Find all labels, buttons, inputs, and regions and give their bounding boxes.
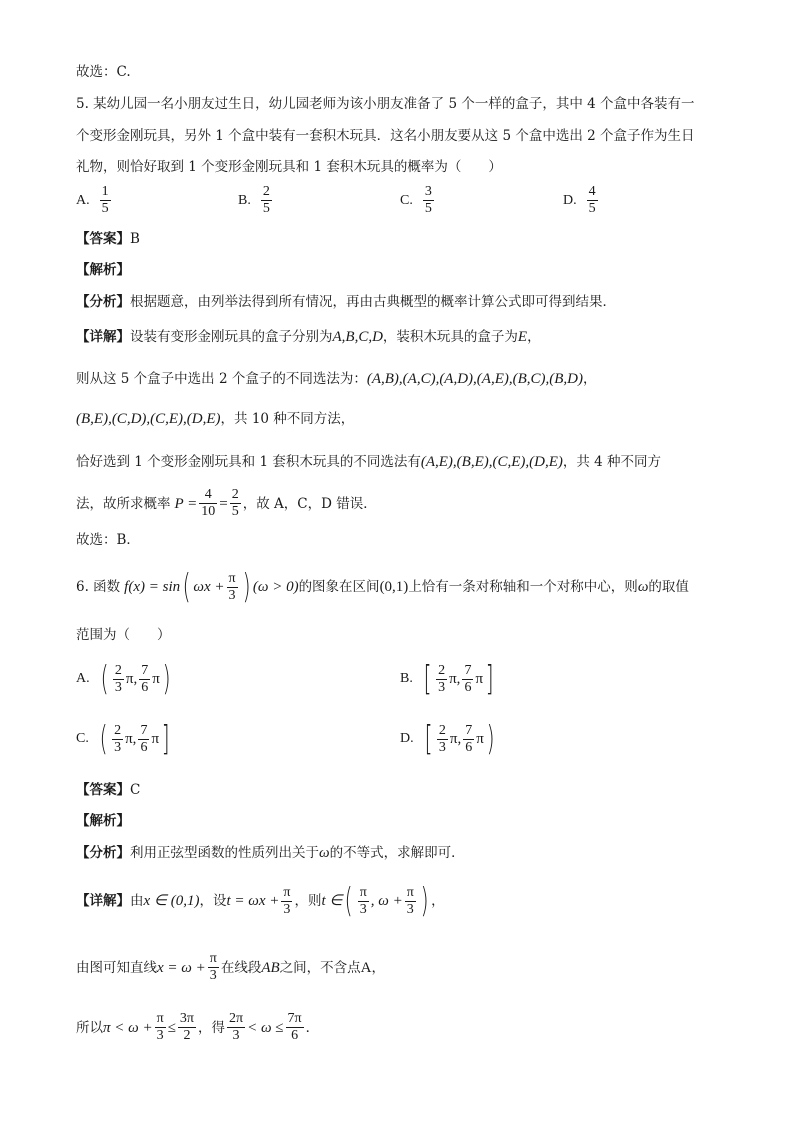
q6-option-a[interactable]: A. ( $\frac{2}{3}$ π, $\frac{7}{6}$ π ) <box>76 659 171 699</box>
option-fraction: $\frac{1}{5}$ <box>101 184 109 216</box>
option-label: B. <box>238 192 251 208</box>
q5-stem-line-1: 5. 某幼儿园一名小朋友过生日，幼儿园老师为该小朋友准备了 5 个一样的盒子，其中 4 个盒中各装有一 <box>76 96 695 112</box>
q5-option-d[interactable] <box>563 184 600 217</box>
q5-detail-line-1: 【详解】设装有变形金刚玩具的盒子分别为A,B,C,D，装积木玩具的盒子为E， <box>76 329 541 345</box>
q6-option-c[interactable]: C. ( $\frac{2}{3}$ π, $\frac{7}{6}$ π ] <box>76 719 170 759</box>
q5-stem-line-3: 礼物，则恰好取到 1 个变形金刚玩具和 1 套积木玩具的概率为（ ） <box>76 159 502 175</box>
q5-detail-line-3: (B,E),(C,D),(C,E),(D,E)，共 10 种不同方法， <box>76 411 355 427</box>
q6-answer: 【答案】C <box>76 782 141 798</box>
option-label: A. <box>76 192 90 208</box>
option-fraction: $\frac{4}{5}$ <box>588 184 596 216</box>
q6-option-b[interactable]: B. [ $\frac{2}{3}$ π, $\frac{7}{6}$ π ] <box>400 659 494 699</box>
q5-option-a[interactable] <box>76 184 113 217</box>
previous-conclusion: 故选：C. <box>76 64 131 80</box>
q6-analysis-heading: 【解析】 <box>76 813 130 829</box>
q6-detail-line-2: 由图可知直线 x = ω + $\frac{\pi}{3}$ 在线段 AB 之间，不含点 A ， <box>76 951 385 983</box>
q5-answer: 【答案】B <box>76 231 140 247</box>
option-fraction: $\frac{3}{5}$ <box>424 184 432 216</box>
q5-conclusion: 故选：B． <box>76 532 140 548</box>
q5-detail-line-2: 则从这 5 个盒子中选出 2 个盒子的不同选法为：(A,B),(A,C),(A,D),(A,E),(B,C),(B,D)， <box>76 371 597 387</box>
q5-option-c[interactable] <box>400 184 436 217</box>
q6-analysis: 【分析】利用正弦型函数的性质列出关于ω的不等式，求解即可． <box>76 845 465 861</box>
option-label: D. <box>563 192 577 208</box>
q6-stem-line-2: 范围为（ ） <box>76 627 171 643</box>
q6-detail-line-3: 所以 π < ω + $\frac{\pi}{3}$ ≤ $\frac{3\pi}{2}$ ，得 $\frac{2\pi}{3}$ < ω ≤ $\frac{7\pi}{6}$ ． <box>76 1011 320 1043</box>
q5-option-b[interactable] <box>238 184 274 217</box>
q5-stem-line-2: 个变形金刚玩具，另外 1 个盒中装有一套积木玩具．这名小朋友要从这 5 个盒中选出 2 个盒子作为生日 <box>76 128 695 144</box>
q5-detail-line-4: 恰好选到 1 个变形金刚玩具和 1 套积木玩具的不同选法有(A,E),(B,E),(C,E),(D,E)，共 4 种不同方 <box>76 454 662 470</box>
option-label: C. <box>400 192 413 208</box>
q6-detail-line-1: 【详解】 由 x ∈ (0,1) ，设 t = ωx + $\frac{\pi}{3}$ ，则 t ∈ ( $\frac{\pi}{3}$ , ω + $\frac{\pi}{3}$ ) ， <box>76 881 445 921</box>
q5-analysis-heading: 【解析】 <box>76 262 130 278</box>
q6-option-d[interactable]: D. [ $\frac{2}{3}$ π, $\frac{7}{6}$ π ) <box>400 719 495 759</box>
option-fraction: $\frac{2}{5}$ <box>262 184 270 216</box>
q6-stem-line-1: 6. 函数 f(x) = sin ( ωx + $\frac{\pi}{3}$ ) (ω > 0) 的图象在区间 (0,1) 上恰有一条对称轴和一个对称中心，则 ω 的取值 <box>76 567 689 607</box>
q5-detail-line-5: 法，故所求概率 P = $\frac{4}{10}$ = $\frac{2}{5}$ ，故 A，C，D 错误． <box>76 487 377 519</box>
q5-analysis: 【分析】根据题意，由列举法得到所有情况，再由古典概型的概率计算公式即可得到结果． <box>76 294 616 310</box>
